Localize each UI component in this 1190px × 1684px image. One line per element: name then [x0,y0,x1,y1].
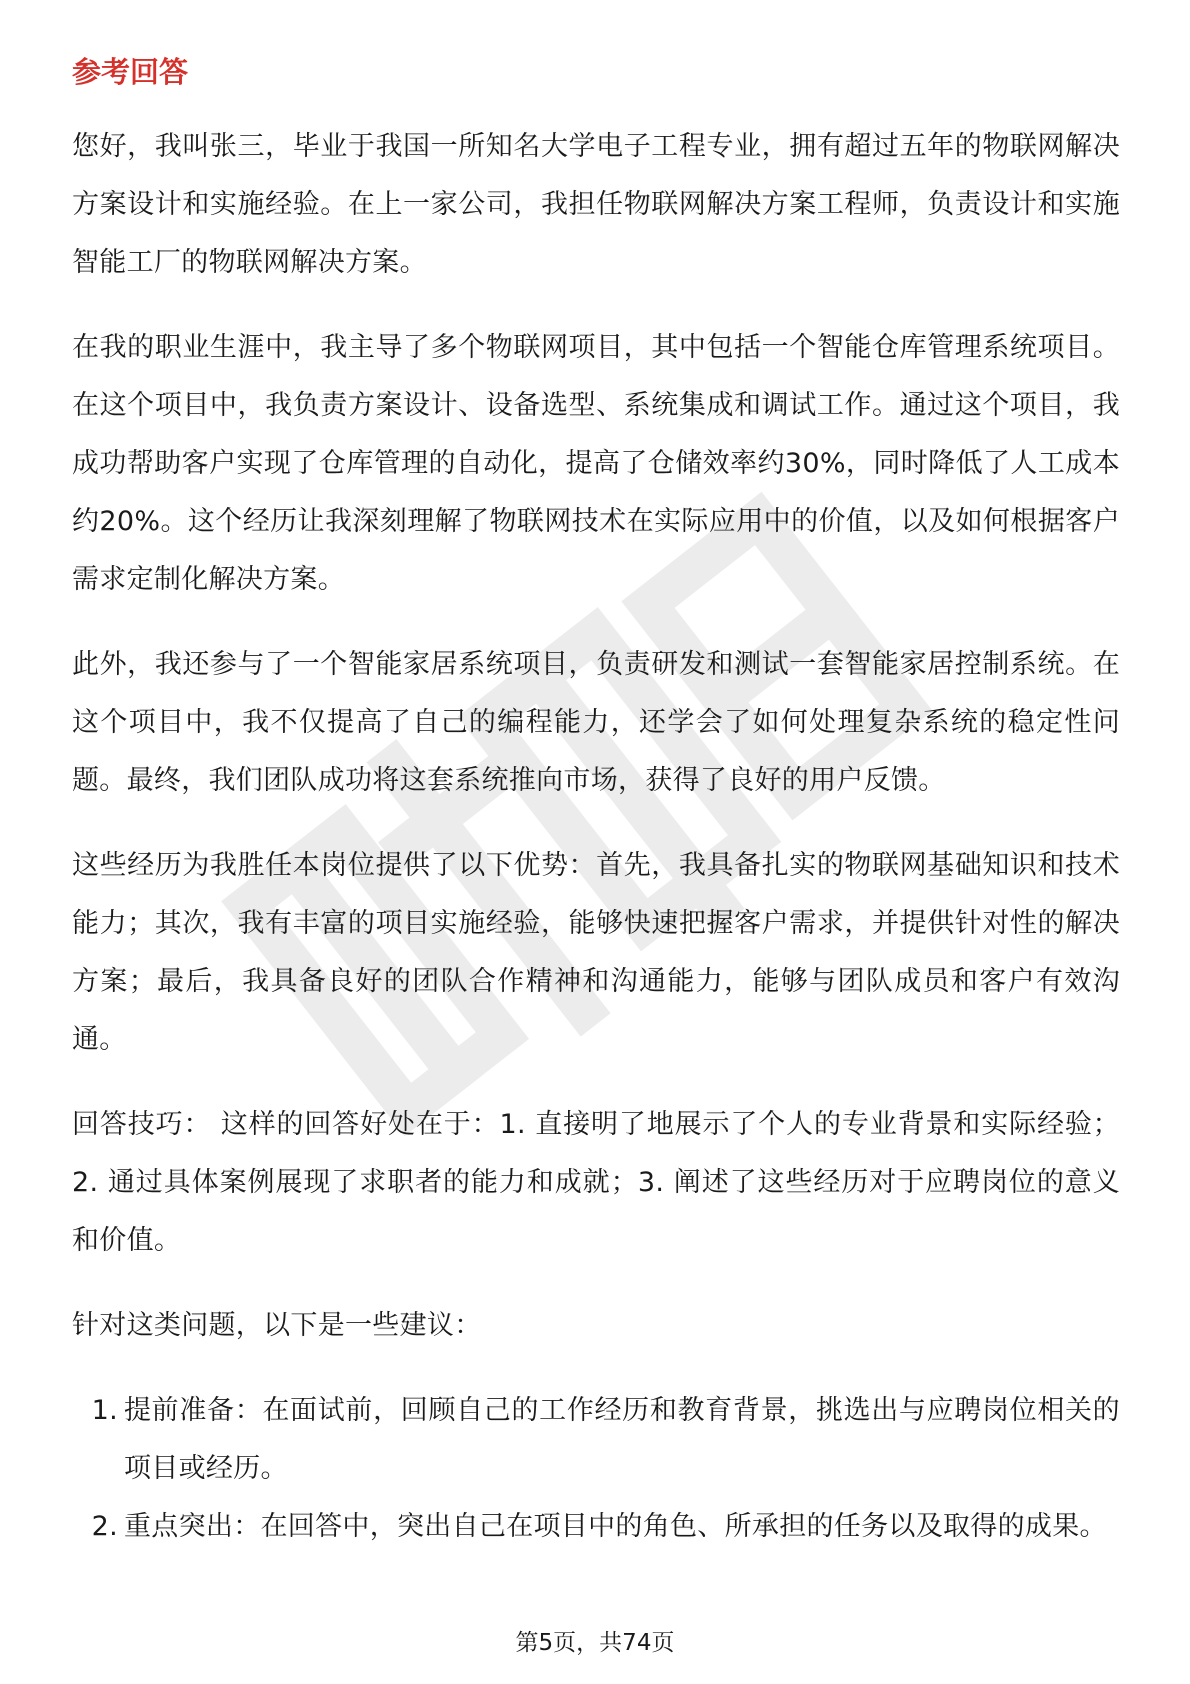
page-footer: 第5页，共74页 [515,1630,675,1656]
advice-intro: 针对这类问题，以下是一些建议： [72,1310,482,1341]
paragraph-warehouse-project: 在我的职业生涯中，我主导了多个物联网项目，其中包括一个智能仓库管理系统项目。在这个项目中，我负责方案设计、设备选型、系统集成和调试工作。通过这个项目，我成功帮助客户实现了仓库管理的自动化，提高了仓储效率约30%，同时降低了人工成本约20%。这个经历让我深刻理解了物联网技术在实际应用中的价值，以及如何根据客户需求定制化解决方案。 [72,332,1120,595]
paragraph-advantages: 这些经历为我胜任本岗位提供了以下优势：首先，我具备扎实的物联网基础知识和技术能力；其次，我有丰富的项目实施经验，能够快速把握客户需求，并提供针对性的解决方案；最后，我具备良好的团队合作精神和沟通能力，能够与团队成员和客户有效沟通。 [72,850,1120,1055]
list-text: 提前准备：在面试前，回顾自己的工作经历和教育背景，挑选出与应聘岗位相关的项目或经历。 [124,1395,1120,1484]
list-number: 2. [91,1511,118,1542]
section-title: 参考回答 [72,55,189,89]
paragraph-intro: 您好，我叫张三，毕业于我国一所知名大学电子工程专业，拥有超过五年的物联网解决方案设计和实施经验。在上一家公司，我担任物联网解决方案工程师，负责设计和实施智能工厂的物联网解决方案。 [72,131,1120,278]
list-text: 重点突出：在回答中，突出自己在项目中的角色、所承担的任务以及取得的成果。 [124,1511,1107,1542]
document-content [72,48,1120,1556]
list-item [72,1498,1120,1556]
list-item [72,1382,1120,1498]
advice-list [72,1382,1120,1556]
answer-tips: 回答技巧： 这样的回答好处在于：1. 直接明了地展示了个人的专业背景和实际经验；2. 通过具体案例展现了求职者的能力和成就；3. 阐述了这些经历对于应聘岗位的意义和价值。 [72,1109,1120,1256]
list-number: 1. [91,1395,118,1426]
paragraph-smart-home-project: 此外，我还参与了一个智能家居系统项目，负责研发和测试一套智能家居控制系统。在这个项目中，我不仅提高了自己的编程能力，还学会了如何处理复杂系统的稳定性问题。最终，我们团队成功将这套系统推向市场，获得了良好的用户反馈。 [72,649,1120,796]
